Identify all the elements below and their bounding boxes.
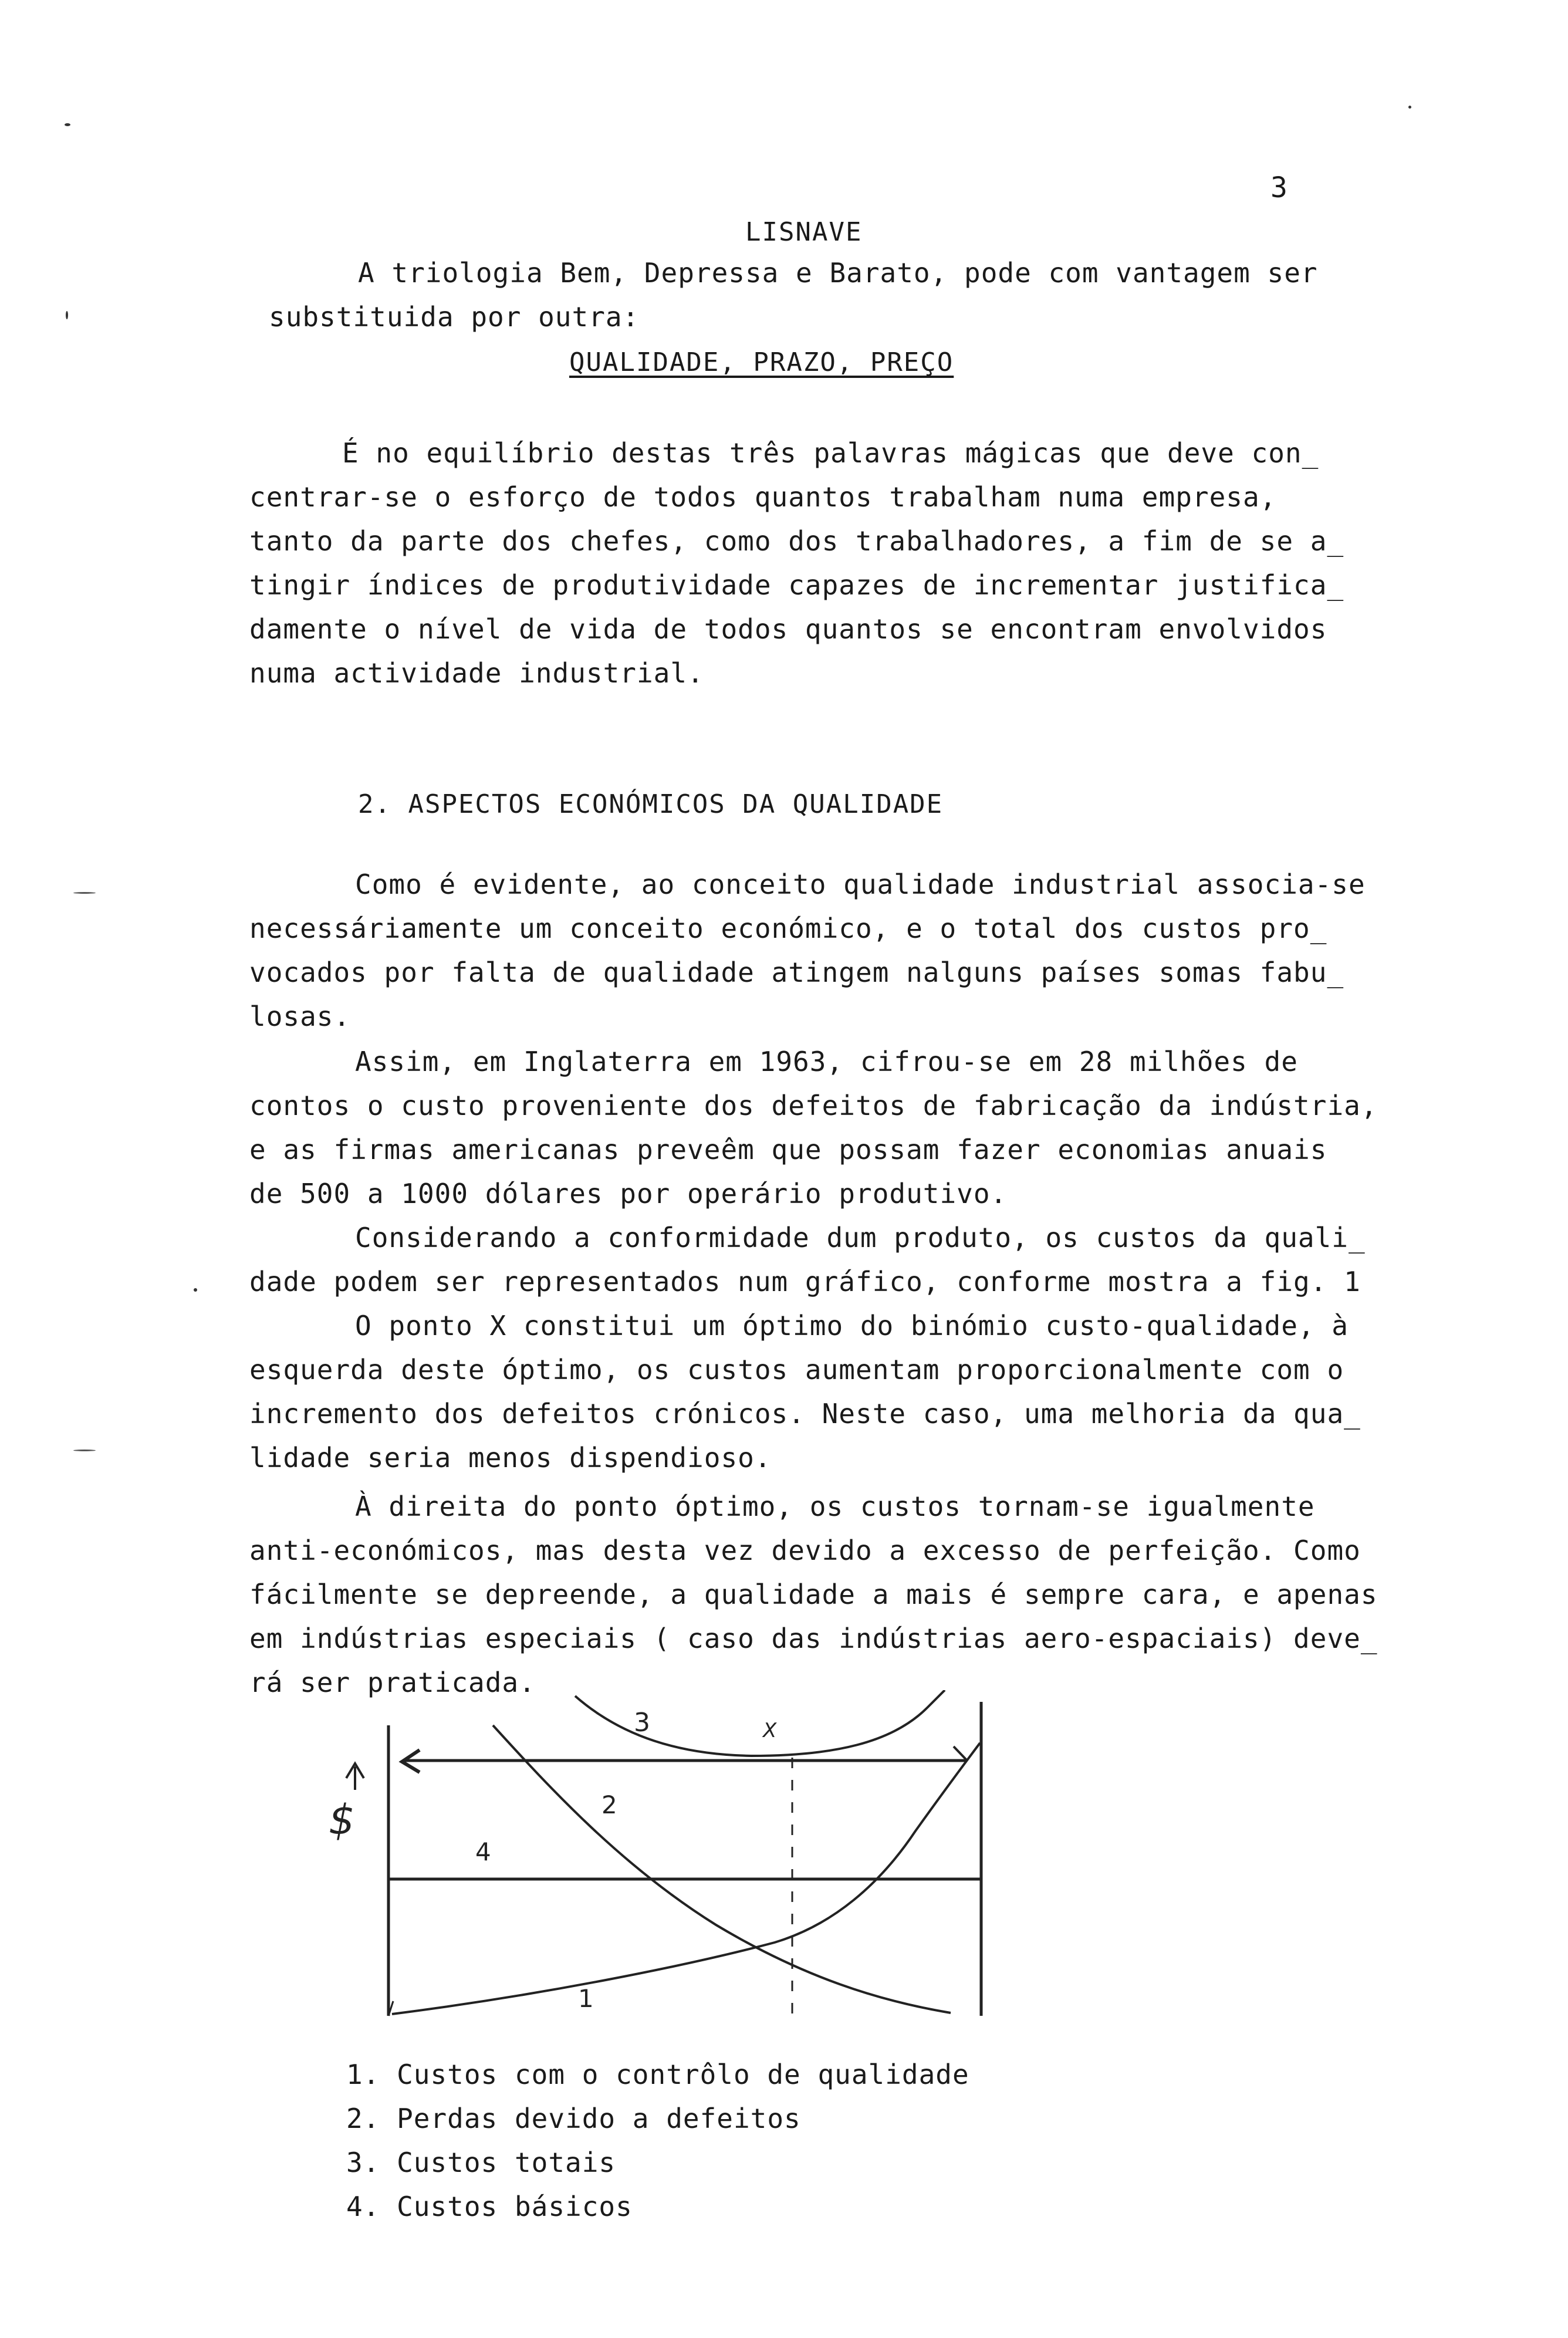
paragraph-line: tanto da parte dos chefes, como dos trabalhadores, a fim de se a_ — [249, 525, 1344, 557]
scan-speck — [1408, 106, 1411, 109]
paragraph-line: contos o custo proveniente dos defeitos de fabricação da indústria, — [249, 1090, 1378, 1121]
paragraph-line: lidade seria menos dispendioso. — [249, 1442, 772, 1474]
paragraph-line: e as firmas americanas preveêm que possam fazer economias anuais — [249, 1134, 1327, 1165]
paragraph-line: vocados por falta de qualidade atingem nalguns países somas fabu_ — [249, 957, 1344, 988]
intro-line: substituida por outra: — [269, 301, 640, 333]
paragraph-line: O ponto X constitui um óptimo do binómio custo-qualidade, à — [355, 1310, 1349, 1342]
intro-line: A triologia Bem, Depressa e Barato, pode com vantagem ser — [358, 257, 1318, 289]
paragraph-line: tingir índices de produtividade capazes de incrementar justifica_ — [249, 569, 1344, 601]
paragraph-line: anti-económicos, mas desta vez devido a excesso de perfeição. Como — [249, 1535, 1361, 1566]
paragraph-line: losas. — [249, 1001, 351, 1032]
curve-1-label: 1 — [578, 1984, 594, 2013]
paragraph-line: necessáriamente um conceito económico, e o total dos custos pro_ — [249, 913, 1327, 944]
paragraph-line: Como é evidente, ao conceito qualidade industrial associa-se — [355, 869, 1366, 900]
scan-speck — [65, 123, 70, 126]
scan-speck — [73, 892, 96, 894]
paragraph-line: damente o nível de vida de todos quantos se encontram envolvidos — [249, 613, 1327, 645]
scan-speck — [73, 1450, 96, 1451]
scan-speck — [194, 1288, 197, 1292]
header-title: LISNAVE — [745, 217, 863, 247]
legend-item: 1. Custos com o contrôlo de qualidade — [346, 2059, 969, 2090]
paragraph-line: em indústrias especiais ( caso das indústrias aero-espaciais) deve_ — [249, 1623, 1378, 1654]
curve-2-defect-losses — [493, 1725, 951, 2013]
y-axis-arrow — [346, 1763, 364, 1790]
paragraph-line: dade podem ser representados num gráfico, conforme mostra a fig. 1 — [249, 1266, 1361, 1298]
paragraph-line: de 500 a 1000 dólares por operário produtivo. — [249, 1178, 1008, 1209]
paragraph-line: esquerda deste óptimo, os custos aumentam proporcionalmente com o — [249, 1354, 1344, 1386]
paragraph-line: À direita do ponto óptimo, os custos tornam-se igualmente — [355, 1491, 1315, 1522]
legend-item: 2. Perdas devido a defeitos — [346, 2103, 801, 2134]
page-number: 3 — [1270, 171, 1287, 204]
paragraph-line: fácilmente se depreende, a qualidade a mais é sempre cara, e apenas — [249, 1579, 1378, 1610]
section-heading: 2. ASPECTOS ECONÓMICOS DA QUALIDADE — [358, 789, 944, 819]
curve-4-label: 4 — [475, 1837, 491, 1866]
paragraph-line: Considerando a conformidade dum produto, os custos da quali_ — [355, 1222, 1366, 1254]
curve-3-label: 3 — [634, 1708, 650, 1738]
paragraph-line: numa actividade industrial. — [249, 657, 704, 689]
y-axis-label: $ — [329, 1796, 355, 1844]
optimum-label: X — [763, 1719, 777, 1742]
curve-3-total-costs — [575, 1690, 945, 1756]
right-arrow-tick — [954, 1746, 967, 1761]
paragraph-line: Assim, em Inglaterra em 1963, cifrou-se em 28 milhões de — [355, 1046, 1298, 1077]
paragraph-line: incremento dos defeitos crónicos. Neste caso, uma melhoria da qua_ — [249, 1398, 1361, 1430]
legend-item: 3. Custos totais — [346, 2147, 616, 2178]
paragraph-line: É no equilíbrio destas três palavras mágicas que deve con_ — [342, 437, 1319, 469]
paragraph-line: centrar-se o esforço de todos quantos trabalham numa empresa, — [249, 481, 1277, 513]
curve-2-label: 2 — [601, 1790, 617, 1819]
paragraph-line: rá ser praticada. — [249, 1667, 536, 1698]
scan-speck — [66, 311, 68, 319]
subtitle: QUALIDADE, PRAZO, PREÇO — [569, 347, 954, 377]
cost-quality-figure — [305, 1690, 1033, 2042]
legend-item: 4. Custos básicos — [346, 2191, 633, 2222]
